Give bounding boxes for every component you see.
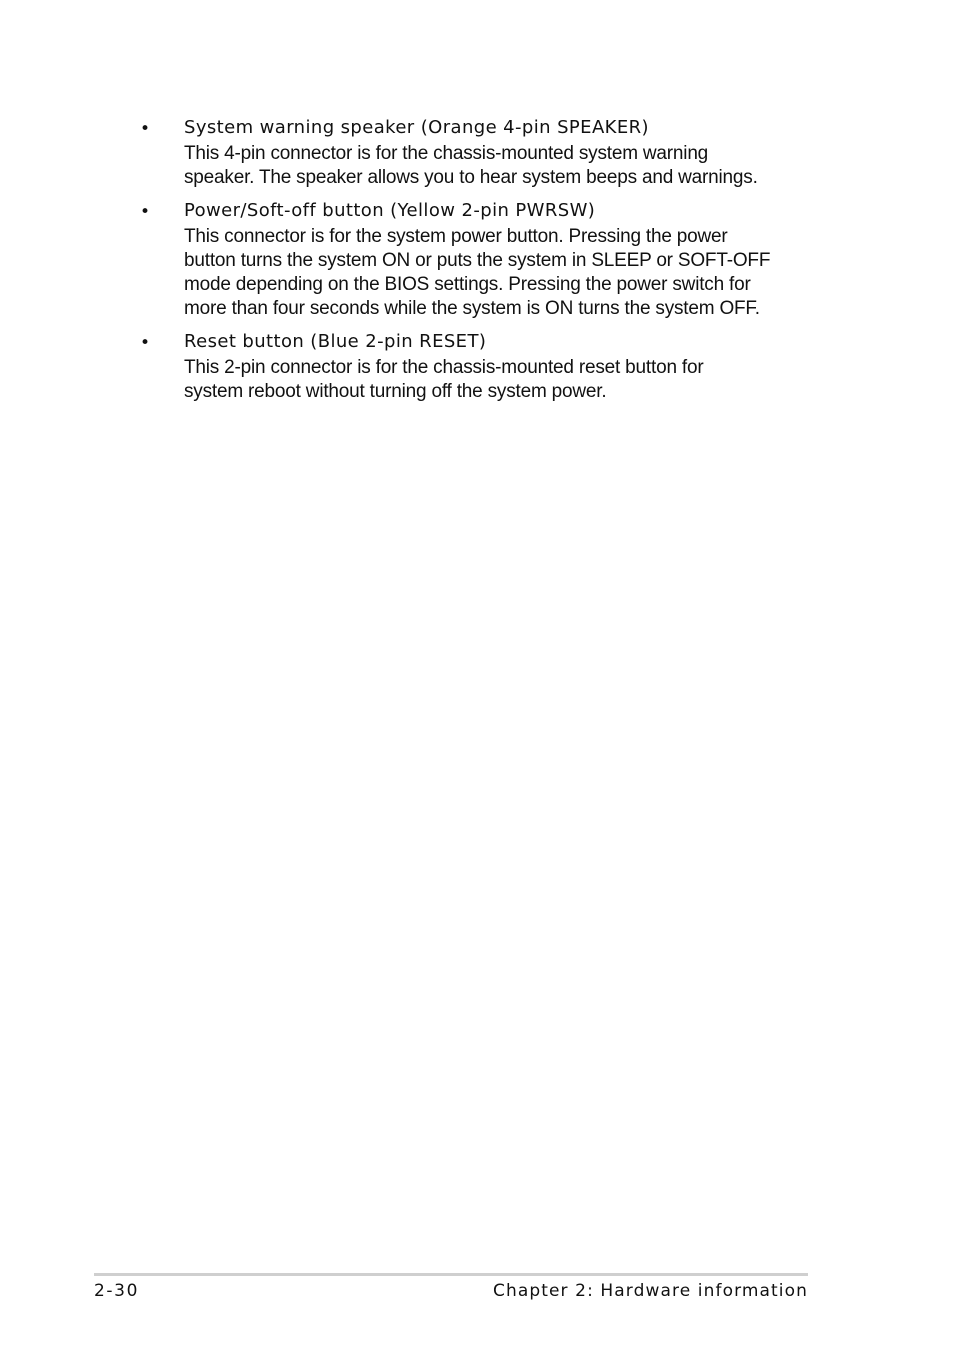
description-line: This 4-pin connector is for the chassis-mounted system warning xyxy=(184,143,709,164)
list-item-power-button xyxy=(138,197,818,322)
page-number: 2-30 xyxy=(94,1281,139,1301)
description-line: button turns the system ON or puts the system in SLEEP or SOFT-OFF xyxy=(184,249,771,271)
description-line: system reboot without turning off the system power. xyxy=(184,381,607,403)
bullet-icon: • xyxy=(140,332,151,353)
description-line: This 2-pin connector is for the chassis-mounted reset button for xyxy=(184,356,704,378)
bullet-icon: • xyxy=(140,201,151,222)
description-line: mode depending on the BIOS settings. Pressing the power switch for xyxy=(184,274,751,296)
connector-list xyxy=(138,114,818,410)
list-item-reset-button xyxy=(138,328,818,405)
item-title: System warning speaker (Orange 4-pin SPEAKER) xyxy=(184,117,649,138)
item-title: Power/Soft-off button (Yellow 2-pin PWRSW) xyxy=(184,199,596,221)
bullet-icon: • xyxy=(140,119,151,139)
description-line: more than four seconds while the system is ON turns the system OFF. xyxy=(184,298,760,320)
item-description xyxy=(184,225,814,322)
chapter-title: Chapter 2: Hardware information xyxy=(492,1281,808,1301)
item-description xyxy=(184,142,814,191)
description-line: speaker. The speaker allows you to hear system beeps and warnings. xyxy=(184,167,758,189)
item-description xyxy=(184,356,814,405)
description-line: This connector is for the system power button. Pressing the power xyxy=(184,225,728,247)
item-title: Reset button (Blue 2-pin RESET) xyxy=(184,330,487,352)
list-item-speaker xyxy=(138,114,818,191)
footer-divider xyxy=(94,1273,808,1276)
